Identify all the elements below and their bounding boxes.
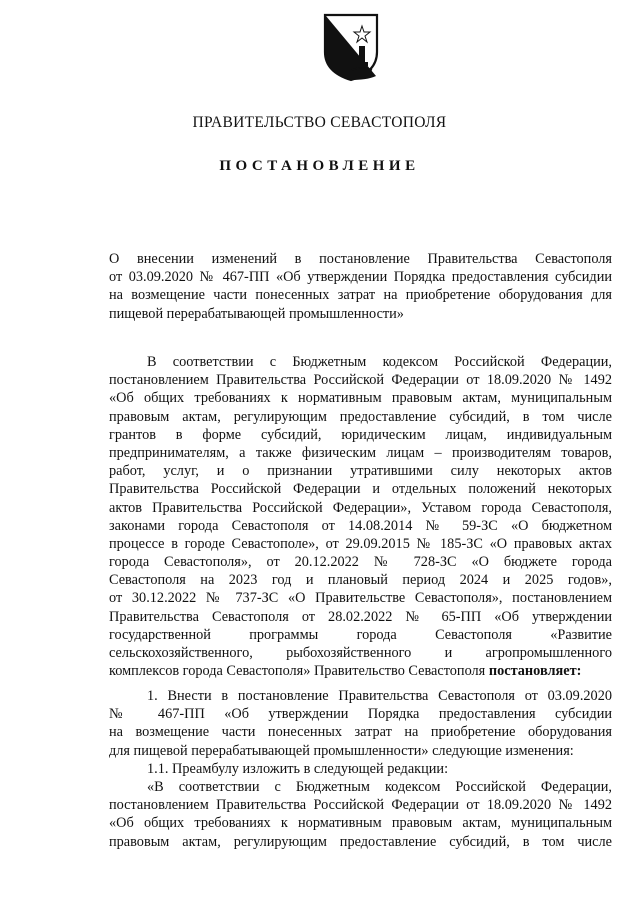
preamble-line: Правительства Российской Федерации и отдельных положений некоторых [109,481,612,498]
preamble-line: работ, услуг, и о признании утратившими силу некоторых актов [109,463,612,480]
document-subject [109,250,612,323]
quoted-preamble-line: «Об общих требованиях к нормативным правовым актам, муниципальным [109,815,612,832]
preamble-line: «Об общих требованиях к нормативным правовым актам, муниципальным [109,390,612,407]
item-line: на возмещение части понесенных затрат на приобретение оборудования [109,724,612,741]
preamble-final-line [109,662,612,680]
sevastopol-coat-of-arms-icon [322,12,380,82]
item-one [109,687,612,851]
preamble-line: государственной программы города Севастополя «Развитие [109,626,612,643]
preamble-line: правовым актам, регулирующим предоставление субсидий, в том числе [109,408,612,425]
subject-line: пищевой перерабатывающей промышленности» [109,305,404,322]
preamble-final-text: комплексов города Севастополя» Правительство Севастополя [109,663,489,680]
subitem-line: 1.1. Преамбулу изложить в следующей редакции: [147,760,449,777]
resolves-keyword: постановляет: [488,663,582,680]
government-title: ПРАВИТЕЛЬСТВО СЕВАСТОПОЛЯ [192,114,447,131]
preamble-line: процессе в городе Севастополе», от 29.09.2015 № 185-ЗС «О правовых актах [109,535,612,552]
subject-line: О внесении изменений в постановление Правительства Севастополя [109,251,612,267]
preamble-line: грантов в форме субсидий, юридическим лицам, индивидуальным [109,426,612,443]
preamble-line: актов Правительства Российской Федерации», Уставом города Севастополя, [109,499,612,516]
preamble-line: предпринимателям, а также физическим лицам – производителям товаров, [109,444,612,461]
item-line: № 467-ПП «Об утверждении Порядка предоставления субсидии [109,706,612,723]
subject-line: на возмещение части понесенных затрат на приобретение оборудования для [109,287,612,304]
subject-line: от 03.09.2020 № 467-ПП «Об утверждении Порядка предоставления субсидии [109,269,612,286]
preamble-line: сельскохозяйственного, рыбохозяйственного и агропромышленного [109,645,612,661]
preamble-line: Севастополя на 2023 год и плановый период 2024 и 2025 годов», [109,572,612,589]
quoted-preamble-line: «В соответствии с Бюджетным кодексом Российской Федерации, [147,778,612,795]
preamble-line: В соответствии с Бюджетным кодексом Российской Федерации, [147,354,612,370]
item-line: 1. Внести в постановление Правительства Севастополя от 03.09.2020 [147,688,612,704]
document-type-heading: ПОСТАНОВЛЕНИЕ [219,158,420,174]
preamble-paragraph [109,353,612,680]
preamble-line: города Севастополя», от 20.12.2022 № 728-ЗС «О бюджете города [109,554,612,571]
preamble-line: от 30.12.2022 № 737-ЗС «О Правительстве Севастополя», постановлением [109,590,612,607]
item-line: для пищевой перерабатывающей промышленности» следующие изменения: [109,742,574,759]
preamble-line: постановлением Правительства Российской Федерации от 18.09.2020 № 1492 [109,372,612,389]
preamble-line: Правительства Севастополя от 28.02.2022 № 65-ПП «Об утверждении [109,608,612,625]
quoted-preamble-line: постановлением Правительства Российской Федерации от 18.09.2020 № 1492 [109,797,612,814]
quoted-preamble-line: правовым актам, регулирующим предоставление субсидий, в том числе [109,833,612,850]
preamble-line: законами города Севастополя от 14.08.2014 № 59-ЗС «О бюджетном [109,517,612,534]
